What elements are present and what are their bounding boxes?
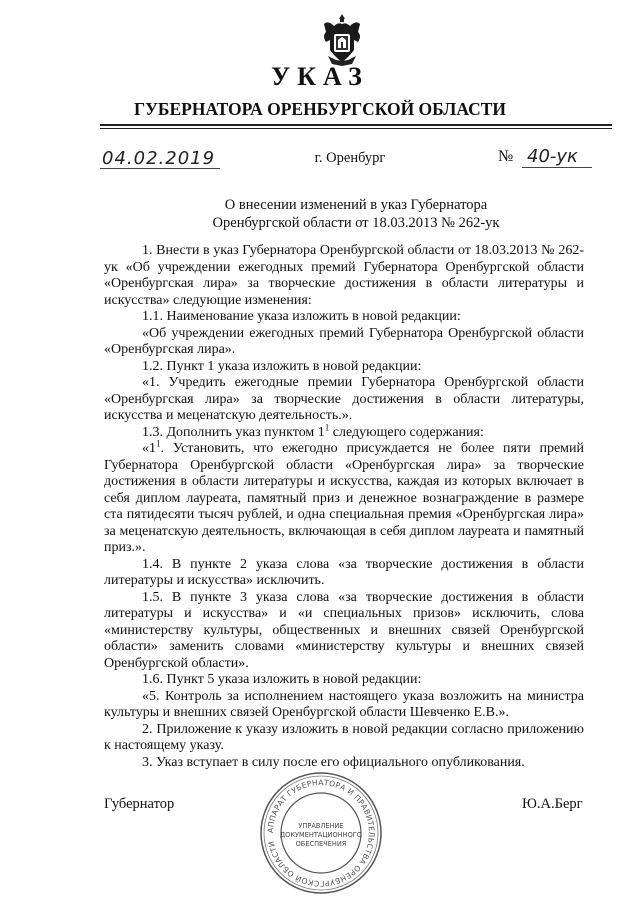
stamp-ring-text: АППАРАТ ГУБЕРНАТОРА И ПРАВИТЕЛЬСТВА ОРЕНБУРГСКОЙ ОБЛАСТИ xyxy=(265,777,377,889)
paragraph-1-4: 1.4. В пункте 2 указа слова «за творческие достижения в области литературы и искусства» исключить. xyxy=(104,556,584,588)
paragraph-1-1: 1.1. Наименование указа изложить в новой редакции: xyxy=(142,309,461,324)
paragraph-1: 1. Внести в указ Губернатора Оренбургской области от 18.03.2013 № 262-ук «Об учреждении ежегодных премий Губернатора Оренбургской области «Оренбургская лира» за творческие достижения в области литературы и искусства» следующие изменения: xyxy=(104,243,584,308)
date-underline xyxy=(100,168,220,169)
paragraph-1-2: 1.2. Пункт 1 указа изложить в новой редакции: xyxy=(142,358,422,374)
stamp-line-1: УПРАВЛЕНИЕ xyxy=(298,822,344,830)
paragraph-1-6-text: «5. Контроль за исполнением настоящего указа возложить на министра культуры и внешних связей Оренбургской области Шевченко Е.В.». xyxy=(104,688,584,720)
paragraph-3: 3. Указ вступает в силу после его официального опубликования. xyxy=(142,754,525,770)
number-label: № xyxy=(498,148,514,165)
document-city: г. Оренбург xyxy=(314,150,386,166)
document-heading xyxy=(100,196,612,232)
heading-line-1: О внесении изменений в указ Губернатора xyxy=(224,197,488,213)
stamp-line-3: ОБЕСПЕЧЕНИЯ xyxy=(295,840,347,848)
header-rule xyxy=(100,124,612,126)
heading-line-2: Оренбургской области от 18.03.2013 № 262-ук xyxy=(212,215,500,231)
number-underline xyxy=(522,167,592,168)
paragraph-1-5: 1.5. В пункте 3 указа слова «за творческие достижения в области литературы и искусства» и «и специальных призов» исключить, слова «министерству культуры, общественных и внешних связей Оренбургской области» заменить словами «министерству культуры и внешних связей Оренбургской области». xyxy=(104,589,584,671)
coat-of-arms-icon xyxy=(318,12,366,68)
stamp-line-2: ДОКУМЕНТАЦИОННОГО xyxy=(280,831,362,839)
paragraph-1-1-text: «Об учреждении ежегодных премий Губернатора Оренбургской области «Оренбургская лира». xyxy=(104,325,584,357)
paragraph-1-3: 1.3. Дополнить указ пунктом $1^1$ следующего содержания: xyxy=(142,421,484,440)
paragraph-1-6: 1.6. Пункт 5 указа изложить в новой редакции: xyxy=(142,672,422,687)
document-date: 04.02.2019 xyxy=(102,148,216,169)
paragraph-1-3-text: «$1^1$. Установить, что ежегодно присуждается не более пяти премий Губернатора Оренбургской области «Оренбургская лира» за творческие достижения в области литературы и искусства, каждая из которых включает в себя диплом лауреата, памятный приз и денежное вознаграждение в размере ста пятидесяти тысяч рублей, и одна специальная премия «Оренбургская лира» за меценатскую деятельность, включающая в себя диплом лауреата и памятный приз.». xyxy=(104,438,584,555)
signatory-role: Губернатор xyxy=(104,796,175,812)
document-title: УКАЗ xyxy=(271,62,369,91)
issuer-title: ГУБЕРНАТОРА ОРЕНБУРГСКОЙ ОБЛАСТИ xyxy=(133,99,507,119)
header-rule-thin xyxy=(100,128,612,129)
document-body xyxy=(104,243,584,771)
paragraph-2: 2. Приложение к указу изложить в новой редакции согласно приложению к настоящему указу. xyxy=(104,721,584,753)
signatory-name: Ю.А.Берг xyxy=(522,796,583,812)
document-number: 40-ук xyxy=(527,146,578,167)
official-stamp xyxy=(258,770,384,896)
paragraph-1-2-text: «1. Учредить ежегодные премии Губернатора Оренбургской области «Оренбургская лира» за творческие достижения в области литературы, искусства и меценатскую деятельность.». xyxy=(104,375,584,423)
